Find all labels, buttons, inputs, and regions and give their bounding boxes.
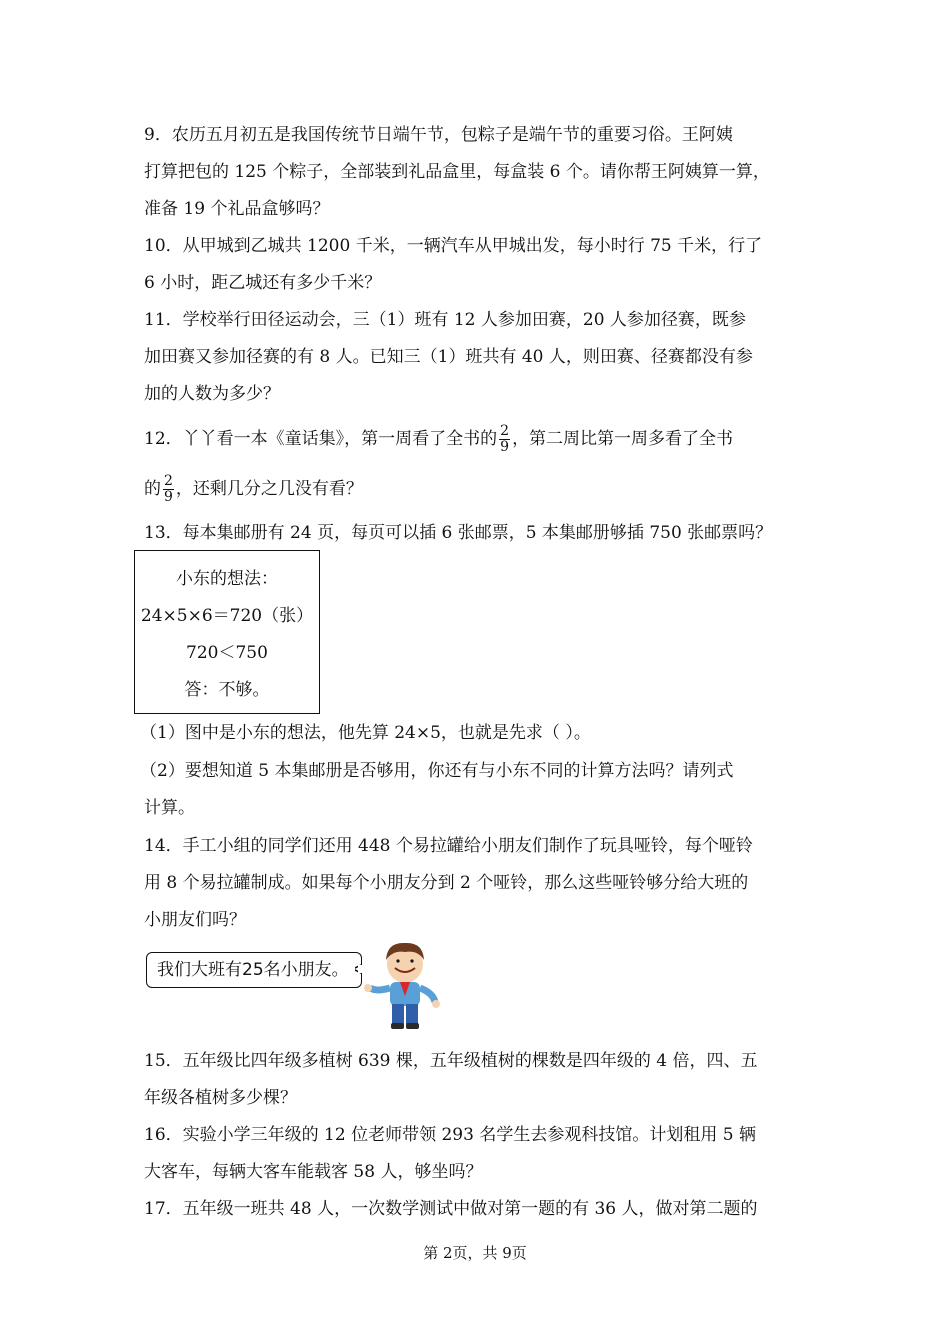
text-line: 加田赛又参加径赛的有 8 人。已知三（1）班共有 40 人，则田赛、径赛都没有参 [144, 347, 753, 367]
text-span: ，还剩几分之几没有看？ [175, 479, 363, 499]
text-line: 11．学校举行田径运动会，三（1）班有 12 人参加田赛，20 人参加径赛，既参 [144, 310, 746, 330]
question-12-line-2 [144, 474, 363, 505]
text-line: 14．手工小组的同学们还用 448 个易拉罐给小朋友们制作了玩具哑铃，每个哑铃 [144, 836, 753, 856]
speech-bubble [146, 952, 362, 988]
text-line: 打算把包的 125 个粽子，全部装到礼品盒里，每盒装 6 个。请你帮王阿姨算一算， [144, 162, 770, 182]
text-line: 6 小时，距乙城还有多少千米？ [144, 273, 382, 293]
text-span: 的 [144, 479, 161, 499]
box-title: 小东的想法： [176, 569, 278, 589]
text-line: 计算。 [144, 798, 195, 818]
fraction-denominator: 9 [164, 489, 173, 505]
text-line: 用 8 个易拉罐制成。如果每个小朋友分到 2 个哑铃，那么这些哑铃够分给大班的 [144, 873, 749, 893]
text-line: 准备 19 个礼品盒够吗？ [144, 199, 330, 219]
text-line: 10．从甲城到乙城共 1200 千米，一辆汽车从甲城出发，每小时行 75 千米，行了 [144, 236, 763, 256]
question-13-sub-1: （1）图中是小东的想法，他先算 24×5，也就是先求（ ）。 [140, 723, 591, 743]
question-13-sub-2: （2）要想知道 5 本集邮册是否够用，你还有与小东不同的计算方法吗？请列式 [140, 761, 734, 781]
box-calc: 24×5×6＝720（张） [140, 606, 314, 626]
text-span: ，第二周比第一周多看了全书 [512, 429, 734, 449]
text-line: 年级各植树多少棵？ [144, 1088, 297, 1108]
page-footer: 第 2页，共 9页 [423, 1244, 527, 1262]
speech-bubble-text: 我们大班有25名小朋友。 [157, 960, 349, 980]
text-line: 9．农历五月初五是我国传统节日端午节，包粽子是端午节的重要习俗。王阿姨 [144, 125, 733, 145]
question-12-line-1 [144, 424, 733, 455]
text-line: 17．五年级一班共 48 人，一次数学测试中做对第一题的有 36 人，做对第二题的 [144, 1199, 758, 1219]
xiaodong-thinking-box [134, 550, 320, 714]
box-answer: 答：不够。 [184, 680, 270, 700]
text-line: 小朋友们吗？ [144, 910, 246, 930]
box-compare: 720＜750 [186, 643, 268, 663]
fraction [499, 424, 510, 455]
boy-illustration [355, 938, 450, 1033]
question-13: 13．每本集邮册有 24 页，每页可以插 6 张邮票，5 本集邮册够插 750 张邮票吗？ [144, 523, 773, 543]
fraction-numerator: 2 [164, 473, 173, 489]
text-line: 16．实验小学三年级的 12 位老师带领 293 名学生去参观科技馆。计划租用 5 辆 [144, 1125, 756, 1145]
text-span: 12．丫丫看一本《童话集》，第一周看了全书的 [144, 429, 498, 449]
fraction-numerator: 2 [500, 423, 510, 439]
fraction-denominator: 9 [500, 439, 510, 455]
text-line: 15．五年级比四年级多植树 639 棵，五年级植树的棵数是四年级的 4 倍，四、五 [144, 1051, 758, 1071]
fraction [163, 474, 174, 505]
text-line: 大客车，每辆大客车能载客 58 人，够坐吗？ [144, 1162, 483, 1182]
text-line: 加的人数为多少？ [144, 384, 280, 404]
